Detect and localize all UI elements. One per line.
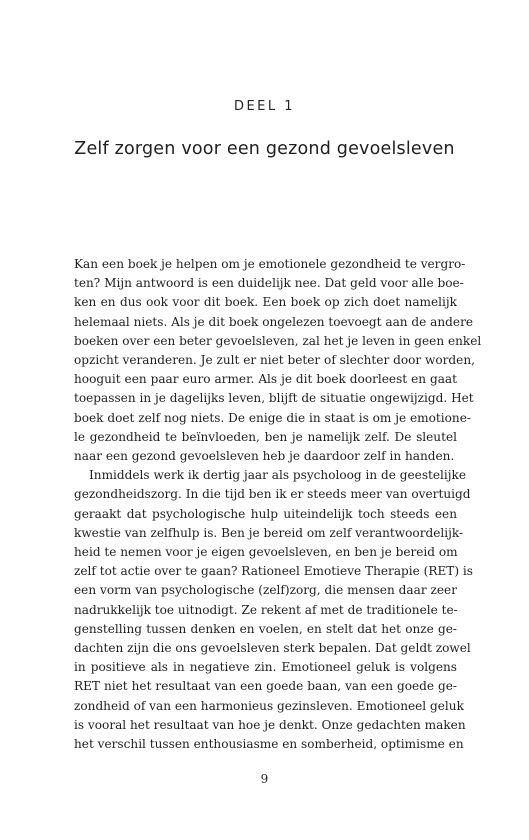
- text-line: opzicht veranderen. Je zult er niet beter of slechter door worden,: [74, 353, 475, 368]
- text-line: nadrukkelijk toe uitnodigt. Ze rekent af met de traditionele te-: [74, 602, 458, 617]
- text-line: toepassen in je dagelijks leven, blijft de situatie ongewijzigd. Het: [74, 391, 474, 406]
- text-line: ken en dus ook voor dit boek. Een boek op zich doet namelijk: [74, 295, 457, 310]
- page-number: 9: [260, 772, 269, 786]
- text-line: boeken over een beter gevoelsleven, zal het je leven in geen enkel: [74, 333, 482, 348]
- text-line: helemaal niets. Als je dit boek ongelezen toevoegt aan de andere: [74, 314, 474, 329]
- paragraph-2: [74, 466, 473, 754]
- text-line: gezondheidszorg. In die tijd ben ik er steeds meer van overtuigd: [74, 487, 471, 502]
- body-text: [74, 255, 482, 754]
- text-line: hooguit een paar euro armer. Als je dit boek doorleest en gaat: [74, 372, 457, 387]
- text-line: Kan een boek je helpen om je emotionele gezondheid te vergro-: [74, 257, 466, 271]
- text-line: zelf tot actie over te gaan? Rationeel Emotieve Therapie (RET) is: [74, 564, 473, 579]
- text-line: RET niet het resultaat van een goede baan, van een goede ge-: [74, 679, 457, 694]
- paragraph-1: [74, 255, 482, 466]
- chapter-title: Zelf zorgen voor een gezond gevoelsleven: [74, 139, 455, 159]
- text-line: ten? Mijn antwoord is een duidelijk nee. Dat geld voor alle boe-: [74, 276, 464, 291]
- text-line: het verschil tussen enthousiasme en somberheid, optimisme en: [74, 737, 464, 752]
- text-line: genstelling tussen denken en voelen, en stelt dat het onze ge-: [74, 621, 457, 636]
- text-line: is vooral het resultaat van hoe je denkt. Onze gedachten maken: [74, 717, 466, 732]
- text-line: geraakt dat psychologische hulp uiteindelijk toch steeds een: [74, 506, 457, 521]
- part-label: DEEL 1: [233, 99, 296, 114]
- text-line: Inmiddels werk ik dertig jaar als psycholoog in de geestelijke: [89, 468, 467, 483]
- text-line: kwestie van zelfhulp is. Ben je bereid om zelf verantwoordelijk-: [74, 525, 464, 540]
- text-line: zondheid of van een harmonieus gezinsleven. Emotioneel geluk: [74, 698, 464, 713]
- text-line: een vorm van psychologische (zelf)zorg, die mensen daar zeer: [74, 583, 457, 598]
- text-line: dachten zijn die ons gevoelsleven sterk bepalen. Dat geldt zowel: [74, 641, 471, 656]
- text-line: heid te nemen voor je eigen gevoelsleven, en ben je bereid om: [74, 545, 458, 560]
- text-line: le gezondheid te beïnvloeden, ben je namelijk zelf. De sleutel: [74, 429, 457, 444]
- text-line: in positieve als in negatieve zin. Emotioneel geluk is volgens: [74, 660, 457, 675]
- text-line: naar een gezond gevoelsleven heb je daardoor zelf in handen.: [74, 449, 455, 464]
- text-line: boek doet zelf nog niets. De enige die in staat is om je emotione-: [74, 410, 471, 425]
